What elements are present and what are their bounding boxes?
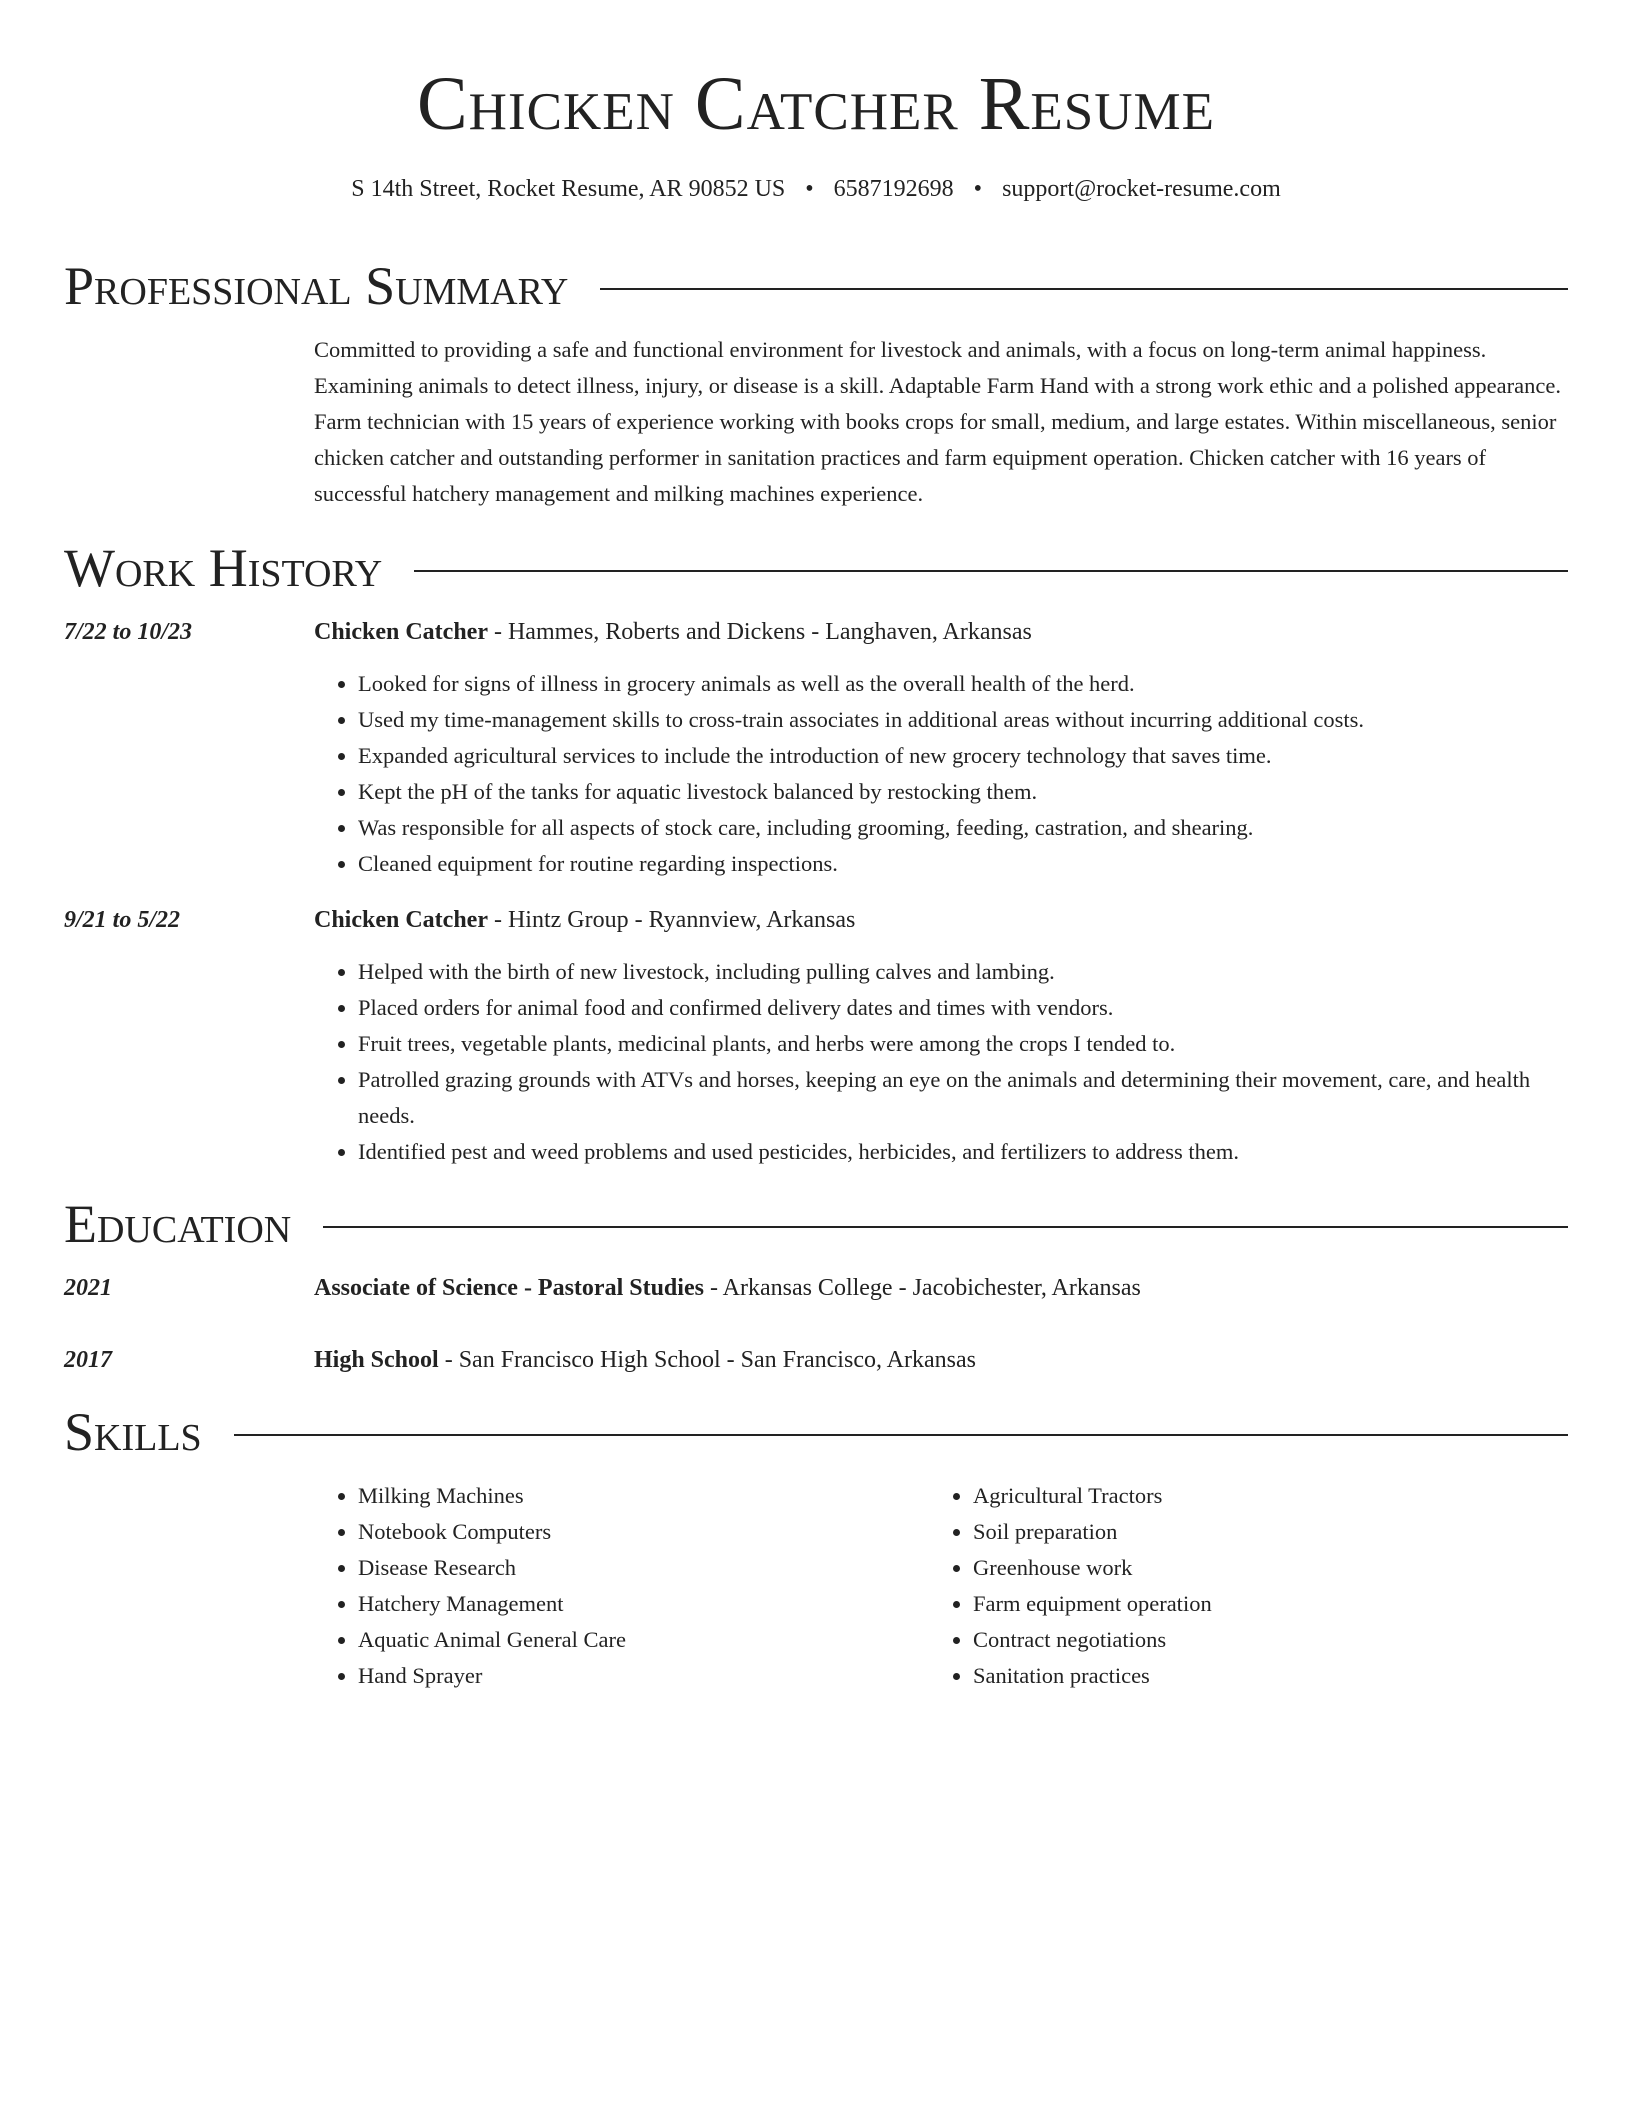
education-body <box>314 1270 1141 1306</box>
list-item: • Fruit trees, vegetable plants, medicinal plants, and herbs were among the crops I tended to. <box>358 1026 1568 1062</box>
education-section <box>64 1194 1568 1378</box>
education-date: 2017 <box>64 1347 112 1373</box>
work-history-heading: Work History <box>64 538 383 598</box>
education-heading: Education <box>64 1194 292 1254</box>
contact-line <box>64 174 1568 204</box>
skill-item: • Soil preparation <box>973 1514 1544 1550</box>
contact-address: S 14th Street, Rocket Resume, AR 90852 US <box>351 176 786 202</box>
skills-list-right <box>929 1478 1544 1694</box>
skill-item: • Milking Machines <box>358 1478 929 1514</box>
skills-section <box>64 1402 1568 1694</box>
skill-item: • Farm equipment operation <box>973 1586 1544 1622</box>
summary-heading: Professional Summary <box>64 256 569 316</box>
skills-list-left <box>314 1478 929 1694</box>
contact-email[interactable]: support@rocket-resume.com <box>1002 176 1281 202</box>
list-item: • Kept the pH of the tanks for aquatic livestock balanced by restocking them. <box>358 774 1568 810</box>
education-entry <box>64 1342 1568 1378</box>
job-date: 7/22 to 10/23 <box>64 619 193 645</box>
skills-columns <box>314 1478 1568 1694</box>
list-item: • Placed orders for animal food and confirmed delivery dates and times with vendors. <box>358 990 1568 1026</box>
education-body <box>314 1342 976 1378</box>
list-item: • Helped with the birth of new livestock, including pulling calves and lambing. <box>358 954 1568 990</box>
section-divider <box>414 570 1568 572</box>
list-item: • Identified pest and weed problems and used pesticides, herbicides, and fertilizers to address them. <box>358 1134 1568 1170</box>
list-item: • Was responsible for all aspects of stock care, including grooming, feeding, castration, and shearing. <box>358 810 1568 846</box>
skill-item: • Sanitation practices <box>973 1658 1544 1694</box>
skill-item: • Agricultural Tractors <box>973 1478 1544 1514</box>
section-divider <box>323 1226 1568 1228</box>
education-degree: High School <box>314 1347 439 1373</box>
contact-separator: • <box>973 176 983 202</box>
skill-item: • Disease Research <box>358 1550 929 1586</box>
skill-item: • Greenhouse work <box>973 1550 1544 1586</box>
skill-item: • Notebook Computers <box>358 1514 929 1550</box>
job-date: 9/21 to 5/22 <box>64 907 181 933</box>
list-item: • Cleaned equipment for routine regarding inspections. <box>358 846 1568 882</box>
job-bullets <box>314 954 1568 1170</box>
list-item: • Expanded agricultural services to include the introduction of new grocery technology that saves time. <box>358 738 1568 774</box>
work-history-section <box>64 538 1568 1170</box>
job-title: Chicken Catcher <box>314 619 488 645</box>
list-item: • Looked for signs of illness in grocery animals as well as the overall health of the herd. <box>358 666 1568 702</box>
list-item: • Used my time-management skills to cross-train associates in additional areas without incurring additional costs. <box>358 702 1568 738</box>
education-details: - Arkansas College - Jacobichester, Arkansas <box>703 1275 1141 1301</box>
work-history-header <box>64 538 1568 598</box>
summary-section <box>64 256 1568 512</box>
job-body <box>314 614 1568 882</box>
contact-separator: • <box>805 176 814 202</box>
education-entry <box>64 1270 1568 1306</box>
skills-heading: Skills <box>64 1402 202 1462</box>
list-item: • Patrolled grazing grounds with ATVs and horses, keeping an eye on the animals and determining their movement, care, and health needs. <box>358 1062 1568 1134</box>
job-title: Chicken Catcher <box>314 907 488 933</box>
education-details: - San Francisco High School - San Francisco, Arkansas <box>438 1347 976 1373</box>
job-headline <box>314 614 1568 650</box>
job-headline <box>314 902 1568 938</box>
skill-item: • Contract negotiations <box>973 1622 1544 1658</box>
education-header <box>64 1194 1568 1254</box>
resume-title: Chicken Catcher Resume <box>416 62 1216 146</box>
job-body <box>314 902 1568 1170</box>
job-entry <box>64 902 1568 1170</box>
skills-header <box>64 1402 1568 1462</box>
education-degree: Associate of Science - Pastoral Studies <box>314 1275 704 1301</box>
summary-header <box>64 256 1568 316</box>
job-details: - Hintz Group - Ryannview, Arkansas <box>487 907 856 933</box>
job-details: - Hammes, Roberts and Dickens - Langhaven, Arkansas <box>487 619 1032 645</box>
skill-item: • Hand Sprayer <box>358 1658 929 1694</box>
summary-text: Committed to providing a safe and functional environment for livestock and animals, with a focus on long-term animal happiness. Examining animals to detect illness, injury, or disease is a skill. Adaptable Farm Hand with a strong work ethic and a polished appearance. Farm technician with 15 years of experience working with books crops for small, medium, and large estates. Within miscellaneous, senior chicken catcher and outstanding performer in sanitation practices and farm equipment operation. Chicken catcher with 16 years of successful hatchery management and milking machines experience. <box>314 337 1561 506</box>
skill-item: • Aquatic Animal General Care <box>358 1622 929 1658</box>
job-entry <box>64 614 1568 882</box>
section-divider <box>234 1434 1568 1436</box>
job-bullets <box>314 666 1568 882</box>
section-divider <box>600 288 1568 290</box>
contact-phone: 6587192698 <box>833 176 954 202</box>
skill-item: • Hatchery Management <box>358 1586 929 1622</box>
education-date: 2021 <box>64 1275 112 1301</box>
